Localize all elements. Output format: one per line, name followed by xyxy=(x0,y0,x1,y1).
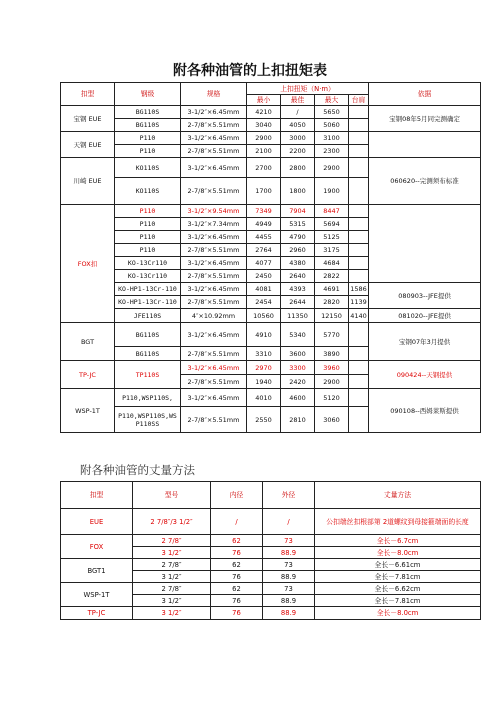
cell-opt: 3000 xyxy=(281,132,315,145)
cell-max: 5650 xyxy=(315,106,349,119)
cell-grade: P110,WSP110S,WS P110SS xyxy=(115,407,181,433)
group-label: 天钢 EUE xyxy=(61,132,115,158)
cell-min: 4910 xyxy=(247,323,281,347)
cell-od: 73 xyxy=(263,559,315,571)
cell-model: 2 7/8″ xyxy=(133,559,211,571)
cell-type: BGT1 xyxy=(61,559,133,583)
cell-opt: 2960 xyxy=(281,244,315,257)
cell-opt: 4600 xyxy=(281,389,315,407)
cell-grade: P110 xyxy=(115,205,181,218)
section-subtitle: 附各种油管的丈量方法 xyxy=(80,463,195,477)
cell-spec: 3-1/2″×6.45mm xyxy=(181,132,247,145)
cell-min: 10560 xyxy=(247,309,281,323)
page-title: 附各种油管的上扣扭矩表 xyxy=(173,63,327,79)
cell-shoulder xyxy=(349,270,369,283)
cell-opt: 2640 xyxy=(281,270,315,283)
cell-grade: TP110S xyxy=(115,361,181,389)
cell-max: 8447 xyxy=(315,205,349,218)
cell-method: 全长－8.0cm xyxy=(315,547,481,559)
cell-max: 5120 xyxy=(315,389,349,407)
cell-max: 4691 xyxy=(315,283,349,296)
cell-shoulder xyxy=(349,407,369,433)
cell-opt: 2810 xyxy=(281,407,315,433)
cell-max: 4684 xyxy=(315,257,349,270)
cell-grade: JFE110S xyxy=(115,309,181,323)
cell-opt: 1800 xyxy=(281,178,315,205)
cell-shoulder xyxy=(349,132,369,145)
header-basis: 依据 xyxy=(369,83,481,106)
basis-cell: 060620--完测须布标准 xyxy=(369,158,481,205)
cell-method: 全长－7.81cm xyxy=(315,571,481,583)
basis-cell: 宝钢08年5月同完测确定 xyxy=(369,106,481,132)
cell-grade: KO-13Cr110 xyxy=(115,257,181,270)
table-row xyxy=(61,323,481,347)
cell-method: 公扣端丝扣根部第 2道螺纹到母接箍端面的长度 xyxy=(315,509,481,535)
table-row xyxy=(61,389,481,407)
cell-opt: 4790 xyxy=(281,231,315,244)
cell-spec: 2-7/8″×5.51mm xyxy=(181,178,247,205)
cell-spec: 2-7/8″×5.51mm xyxy=(181,270,247,283)
cell-shoulder: 1139 xyxy=(349,296,369,309)
cell-id: 76 xyxy=(211,571,263,583)
cell-shoulder xyxy=(349,205,369,218)
cell-spec: 2-7/8″×5.51mm xyxy=(181,375,247,389)
cell-opt: 4380 xyxy=(281,257,315,270)
cell-shoulder xyxy=(349,106,369,119)
cell-opt: 11350 xyxy=(281,309,315,323)
table-row xyxy=(61,559,481,571)
cell-spec: 3-1/2″×7.34mm xyxy=(181,218,247,231)
group-label: BGT xyxy=(61,323,115,361)
group-label: FOX扣 xyxy=(61,205,115,323)
cell-model: 3 1/2″ xyxy=(133,595,211,607)
header-torque: 上扣扭矩（N·m） xyxy=(247,83,369,95)
cell-max: 2822 xyxy=(315,270,349,283)
cell-shoulder xyxy=(349,178,369,205)
cell-max: 3060 xyxy=(315,407,349,433)
cell-opt: 7904 xyxy=(281,205,315,218)
table-row xyxy=(61,361,481,375)
table-row xyxy=(61,607,481,620)
group-label: 宝钢 EUE xyxy=(61,106,115,132)
cell-shoulder xyxy=(349,158,369,178)
cell-max: 2900 xyxy=(315,158,349,178)
cell-shoulder xyxy=(349,323,369,347)
header-opt: 最佳 xyxy=(281,95,315,106)
table-row xyxy=(61,158,481,178)
cell-model: 3 1/2″ xyxy=(133,607,211,620)
cell-od: 88.9 xyxy=(263,571,315,583)
cell-spec: 2-7/8″×5.51mm xyxy=(181,119,247,132)
cell-spec: 2-7/8″×5.51mm xyxy=(181,296,247,309)
header-max: 最大 xyxy=(315,95,349,106)
cell-grade: KO-HP1-13Cr-110 xyxy=(115,296,181,309)
basis-cell: 081020--JFE提供 xyxy=(369,309,481,323)
cell-od: / xyxy=(263,509,315,535)
cell-grade: BG110S xyxy=(115,119,181,132)
header-model: 型号 xyxy=(133,482,211,509)
cell-min: 2550 xyxy=(247,407,281,433)
cell-id: 62 xyxy=(211,535,263,547)
cell-method: 全长－6.61cm xyxy=(315,559,481,571)
table-row xyxy=(61,509,481,535)
cell-shoulder xyxy=(349,389,369,407)
basis-cell: 090108--西姆莱斯提供 xyxy=(369,389,481,433)
cell-grade: KO110S xyxy=(115,158,181,178)
cell-od: 88.9 xyxy=(263,547,315,559)
cell-opt: 2800 xyxy=(281,158,315,178)
cell-shoulder xyxy=(349,257,369,270)
cell-min: 4455 xyxy=(247,231,281,244)
cell-max: 1900 xyxy=(315,178,349,205)
table-row xyxy=(61,205,481,218)
cell-model: 2 7/8″/3 1/2″ xyxy=(133,509,211,535)
table-row xyxy=(61,132,481,145)
cell-max: 3100 xyxy=(315,132,349,145)
header-spec: 规格 xyxy=(181,83,247,106)
cell-od: 88.9 xyxy=(263,607,315,620)
cell-min: 2970 xyxy=(247,361,281,375)
cell-shoulder xyxy=(349,145,369,158)
cell-type: TP-JC xyxy=(61,607,133,620)
cell-opt: 5315 xyxy=(281,218,315,231)
cell-max: 3890 xyxy=(315,347,349,361)
cell-min: 2700 xyxy=(247,158,281,178)
cell-id: 62 xyxy=(211,559,263,571)
cell-model: 2 7/8″ xyxy=(133,535,211,547)
cell-type: WSP-1T xyxy=(61,583,133,607)
cell-min: 3040 xyxy=(247,119,281,132)
cell-grade: KO110S xyxy=(115,178,181,205)
basis-cell: 090424--天钢提供 xyxy=(369,361,481,389)
cell-min: 1940 xyxy=(247,375,281,389)
cell-id: 76 xyxy=(211,607,263,620)
cell-spec: 3-1/2″×6.45mm xyxy=(181,231,247,244)
cell-min: 3310 xyxy=(247,347,281,361)
header-outer-diameter: 外径 xyxy=(263,482,315,509)
cell-shoulder xyxy=(349,361,369,375)
cell-spec: 4″×10.92mm xyxy=(181,309,247,323)
cell-spec: 2-7/8″×5.51mm xyxy=(181,407,247,433)
cell-id: 62 xyxy=(211,583,263,595)
cell-max: 3175 xyxy=(315,244,349,257)
cell-shoulder xyxy=(349,218,369,231)
cell-model: 2 7/8″ xyxy=(133,583,211,595)
cell-min: 2100 xyxy=(247,145,281,158)
cell-min: 7349 xyxy=(247,205,281,218)
basis-cell: 宝钢07年3月提供 xyxy=(369,323,481,361)
cell-opt: / xyxy=(281,106,315,119)
cell-method: 全长－8.0cm xyxy=(315,607,481,620)
cell-grade: BG110S xyxy=(115,323,181,347)
cell-grade: KO-13Cr110 xyxy=(115,270,181,283)
cell-opt: 2420 xyxy=(281,375,315,389)
cell-spec: 3-1/2″×6.45mm xyxy=(181,257,247,270)
cell-max: 12150 xyxy=(315,309,349,323)
cell-min: 4949 xyxy=(247,218,281,231)
cell-max: 2300 xyxy=(315,145,349,158)
cell-grade: BG110S xyxy=(115,106,181,119)
cell-shoulder xyxy=(349,244,369,257)
header-type: 扣型 xyxy=(61,482,133,509)
cell-opt: 4050 xyxy=(281,119,315,132)
cell-model: 3 1/2″ xyxy=(133,547,211,559)
cell-min: 2764 xyxy=(247,244,281,257)
cell-id: 76 xyxy=(211,595,263,607)
table-row xyxy=(61,583,481,595)
cell-shoulder xyxy=(349,231,369,244)
cell-method: 全长－7.81cm xyxy=(315,595,481,607)
cell-spec: 3-1/2″×9.54mm xyxy=(181,205,247,218)
cell-max: 3960 xyxy=(315,361,349,375)
cell-shoulder xyxy=(349,119,369,132)
cell-min: 2900 xyxy=(247,132,281,145)
cell-grade: P110 xyxy=(115,231,181,244)
cell-min: 1700 xyxy=(247,178,281,205)
cell-opt: 4393 xyxy=(281,283,315,296)
cell-opt: 2200 xyxy=(281,145,315,158)
cell-min: 2454 xyxy=(247,296,281,309)
cell-spec: 3-1/2″×6.45mm xyxy=(181,283,247,296)
cell-spec: 3-1/2″×6.45mm xyxy=(181,361,247,375)
cell-max: 5060 xyxy=(315,119,349,132)
cell-min: 4081 xyxy=(247,283,281,296)
cell-spec: 2-7/8″×5.51mm xyxy=(181,244,247,257)
torque-table xyxy=(60,82,481,433)
cell-grade: P110 xyxy=(115,132,181,145)
cell-opt: 2644 xyxy=(281,296,315,309)
cell-grade: P110 xyxy=(115,145,181,158)
cell-shoulder xyxy=(349,375,369,389)
cell-method: 全长－6.62cm xyxy=(315,583,481,595)
group-label: TP-JC xyxy=(61,361,115,389)
header-grade: 钢级 xyxy=(115,83,181,106)
cell-max: 5770 xyxy=(315,323,349,347)
cell-opt: 3600 xyxy=(281,347,315,361)
cell-min: 4010 xyxy=(247,389,281,407)
basis-cell xyxy=(369,205,481,283)
header-shoulder: 台肩 xyxy=(349,95,369,106)
table-row xyxy=(61,106,481,119)
cell-od: 88.9 xyxy=(263,595,315,607)
cell-shoulder: 4140 xyxy=(349,309,369,323)
cell-opt: 3300 xyxy=(281,361,315,375)
cell-spec: 3-1/2″×6.45mm xyxy=(181,323,247,347)
cell-max: 2900 xyxy=(315,375,349,389)
cell-spec: 2-7/8″×5.51mm xyxy=(181,145,247,158)
basis-cell xyxy=(369,132,481,158)
header-type: 扣型 xyxy=(61,83,115,106)
header-inner-diameter: 内径 xyxy=(211,482,263,509)
cell-grade: P110,WSP110S, xyxy=(115,389,181,407)
group-label: WSP-1T xyxy=(61,389,115,433)
cell-method: 全长－6.7cm xyxy=(315,535,481,547)
cell-id: 76 xyxy=(211,547,263,559)
header-method: 丈量方法 xyxy=(315,482,481,509)
cell-spec: 3-1/2″×6.45mm xyxy=(181,158,247,178)
cell-shoulder xyxy=(349,347,369,361)
table-row xyxy=(61,309,481,323)
cell-min: 4077 xyxy=(247,257,281,270)
basis-cell: 080903--JFE提供 xyxy=(369,283,481,309)
cell-grade: P110 xyxy=(115,244,181,257)
cell-od: 73 xyxy=(263,535,315,547)
cell-spec: 3-1/2″×6.45mm xyxy=(181,106,247,119)
cell-min: 2450 xyxy=(247,270,281,283)
table-row xyxy=(61,535,481,547)
cell-id: / xyxy=(211,509,263,535)
cell-model: 3 1/2″ xyxy=(133,571,211,583)
cell-grade: P110 xyxy=(115,218,181,231)
cell-grade: BG110S xyxy=(115,347,181,361)
header-min: 最小 xyxy=(247,95,281,106)
table-row xyxy=(61,283,481,296)
cell-od: 73 xyxy=(263,583,315,595)
cell-max: 2820 xyxy=(315,296,349,309)
cell-spec: 3-1/2″×6.45mm xyxy=(181,389,247,407)
cell-opt: 5340 xyxy=(281,323,315,347)
measurement-table xyxy=(60,481,481,620)
cell-shoulder: 1586 xyxy=(349,283,369,296)
cell-max: 5125 xyxy=(315,231,349,244)
cell-type: FOX xyxy=(61,535,133,559)
group-label: 川崎 EUE xyxy=(61,158,115,205)
cell-max: 5694 xyxy=(315,218,349,231)
cell-grade: KO-HP1-13Cr-110 xyxy=(115,283,181,296)
cell-spec: 2-7/8″×5.51mm xyxy=(181,347,247,361)
cell-min: 4210 xyxy=(247,106,281,119)
cell-type: EUE xyxy=(61,509,133,535)
